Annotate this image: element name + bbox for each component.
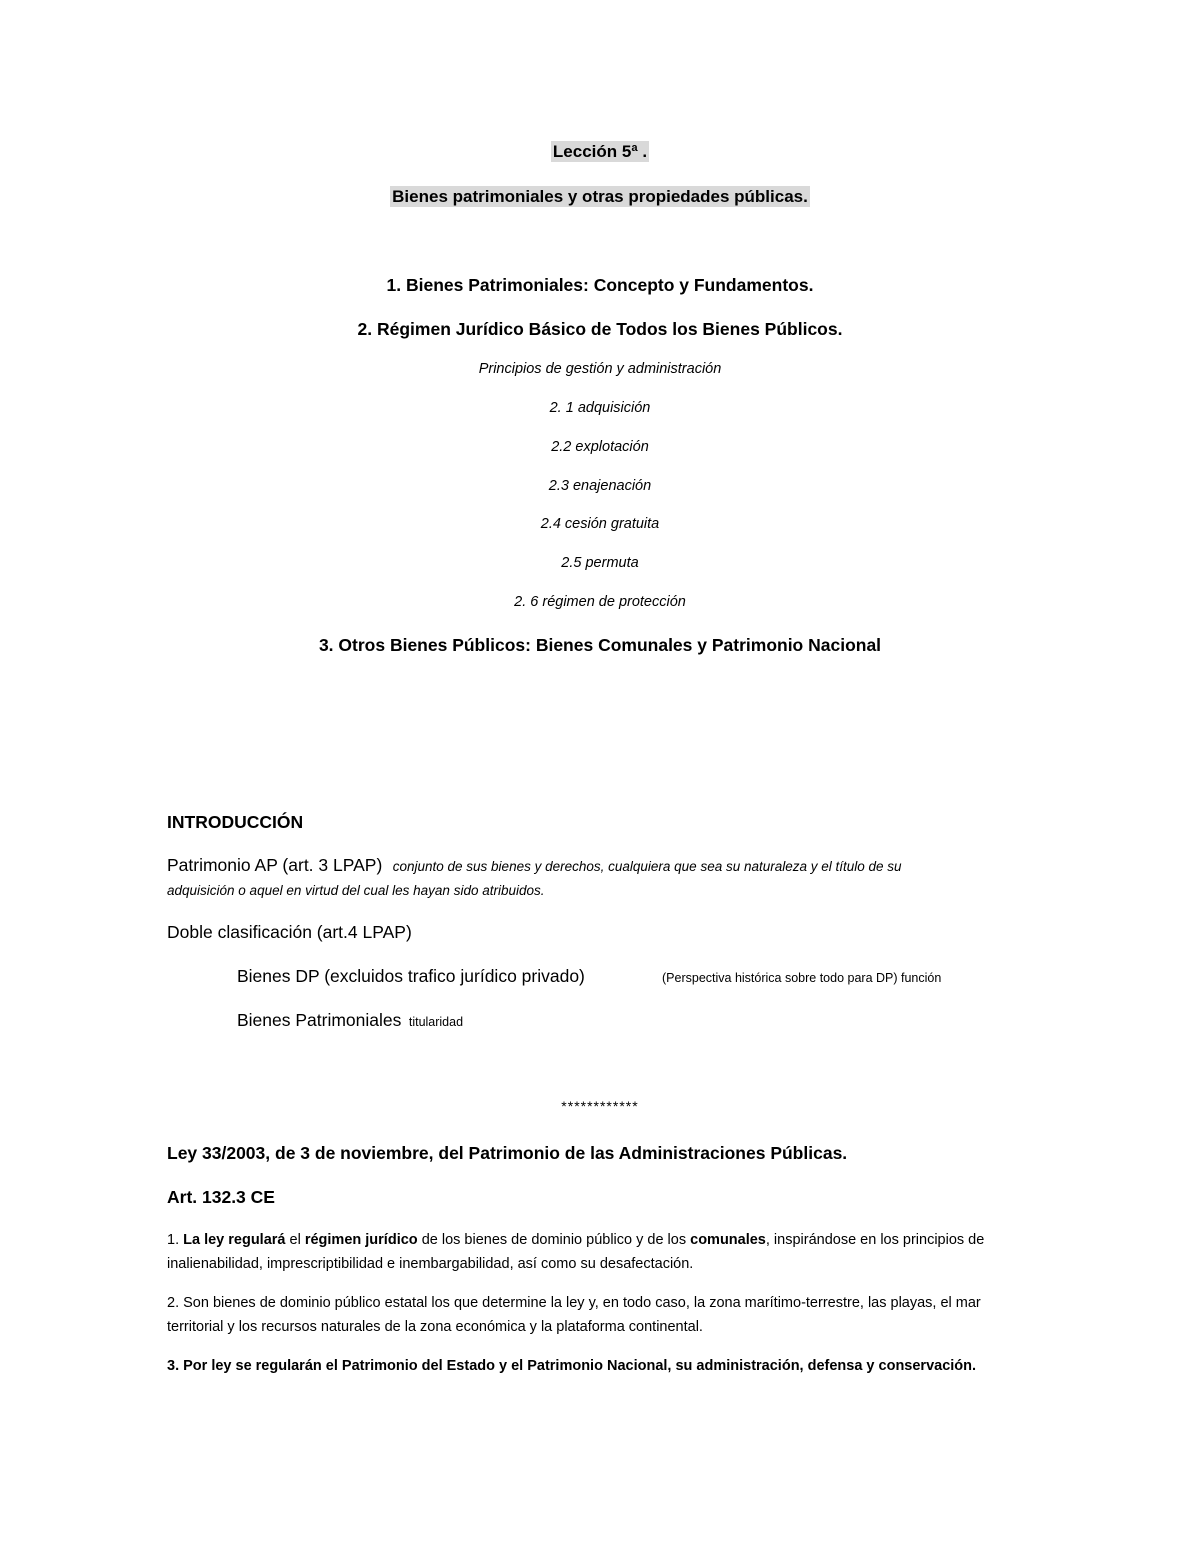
bienes-dp-line [237, 966, 585, 987]
law-title: Ley 33/2003, de 3 de noviembre, del Patrimonio de las Administraciones Públicas. [167, 1143, 848, 1163]
separator: ************ [561, 1098, 639, 1114]
doble-clasificacion: Doble clasificación (art.4 LPAP) [167, 922, 412, 942]
intro-heading: INTRODUCCIÓN [167, 812, 304, 832]
article-heading: Art. 132.3 CE [167, 1187, 275, 1207]
bienes-dp-note: (Perspectiva histórica sobre todo para DP) función [662, 971, 942, 985]
p1-number: 1. [167, 1232, 180, 1248]
outline-sub-item: 2.4 cesión gratuita [540, 516, 660, 532]
outline-sub-item: 2.3 enajenación [548, 478, 652, 494]
patrimonio-definition-cont: adquisición o aquel en virtud del cual les hayan sido atribuidos. [167, 883, 545, 898]
lesson-title: Lección 5ª . [552, 142, 648, 161]
outline-item-3: 3. Otros Bienes Públicos: Bienes Comunales y Patrimonio Nacional [318, 635, 882, 655]
bienes-patrimoniales-line [237, 1010, 463, 1031]
bienes-patrimoniales: Bienes Patrimoniales [237, 1010, 402, 1030]
outline-item-1: 1. Bienes Patrimoniales: Concepto y Fundamentos. [386, 275, 814, 295]
p1-bold-b: régimen jurídico [304, 1232, 418, 1248]
outline-sub-item: 2. 6 régimen de protección [514, 594, 686, 610]
outline-item-2: 2. Régimen Jurídico Básico de Todos los Bienes Públicos. [357, 319, 843, 339]
law-paragraph-3: 3. Por ley se regularán el Patrimonio del Estado y el Patrimonio Nacional, su administración, defensa y conservación. [167, 1358, 977, 1374]
patrimonio-definition: conjunto de sus bienes y derechos, cualquiera que sea su naturaleza y el título de su [392, 859, 902, 874]
law-paragraph-1 [167, 1228, 1037, 1276]
patrimonio-label: Patrimonio AP (art. 3 LPAP) [167, 855, 383, 875]
bienes-dp: Bienes DP (excluidos trafico jurídico privado) [237, 966, 585, 986]
p1-text-b: de los bienes de dominio público y de los [421, 1232, 687, 1248]
law-paragraph-2: 2. Son bienes de dominio público estatal los que determine la ley y, en todo caso, la zona marítimo-terrestre, las playas, el mar territorial y los recursos naturales de la zona económica y la plataforma continental. [167, 1295, 981, 1335]
bienes-patrimoniales-note: titularidad [408, 1015, 464, 1029]
outline-sub-item: 2.2 explotación [551, 439, 649, 455]
patrimonio-line [167, 855, 902, 876]
outline-sub-heading: Principios de gestión y administración [478, 361, 722, 377]
p1-bold-c: comunales [690, 1232, 766, 1248]
subject-title-line [0, 187, 1200, 207]
p1-text-a: el [289, 1232, 301, 1248]
p1-bold-a: La ley regulará [183, 1232, 286, 1248]
outline-sub-item: 2.5 permuta [561, 555, 639, 571]
lesson-title-line [0, 142, 1200, 162]
p1-text-c: , inspirándose en los principios de inalienabilidad, imprescriptibilidad e inembargabilidad, así como su desafectación. [167, 1232, 985, 1272]
subject-title: Bienes patrimoniales y otras propiedades públicas. [392, 187, 808, 206]
outline-sub-item: 2. 1 adquisición [549, 400, 651, 416]
